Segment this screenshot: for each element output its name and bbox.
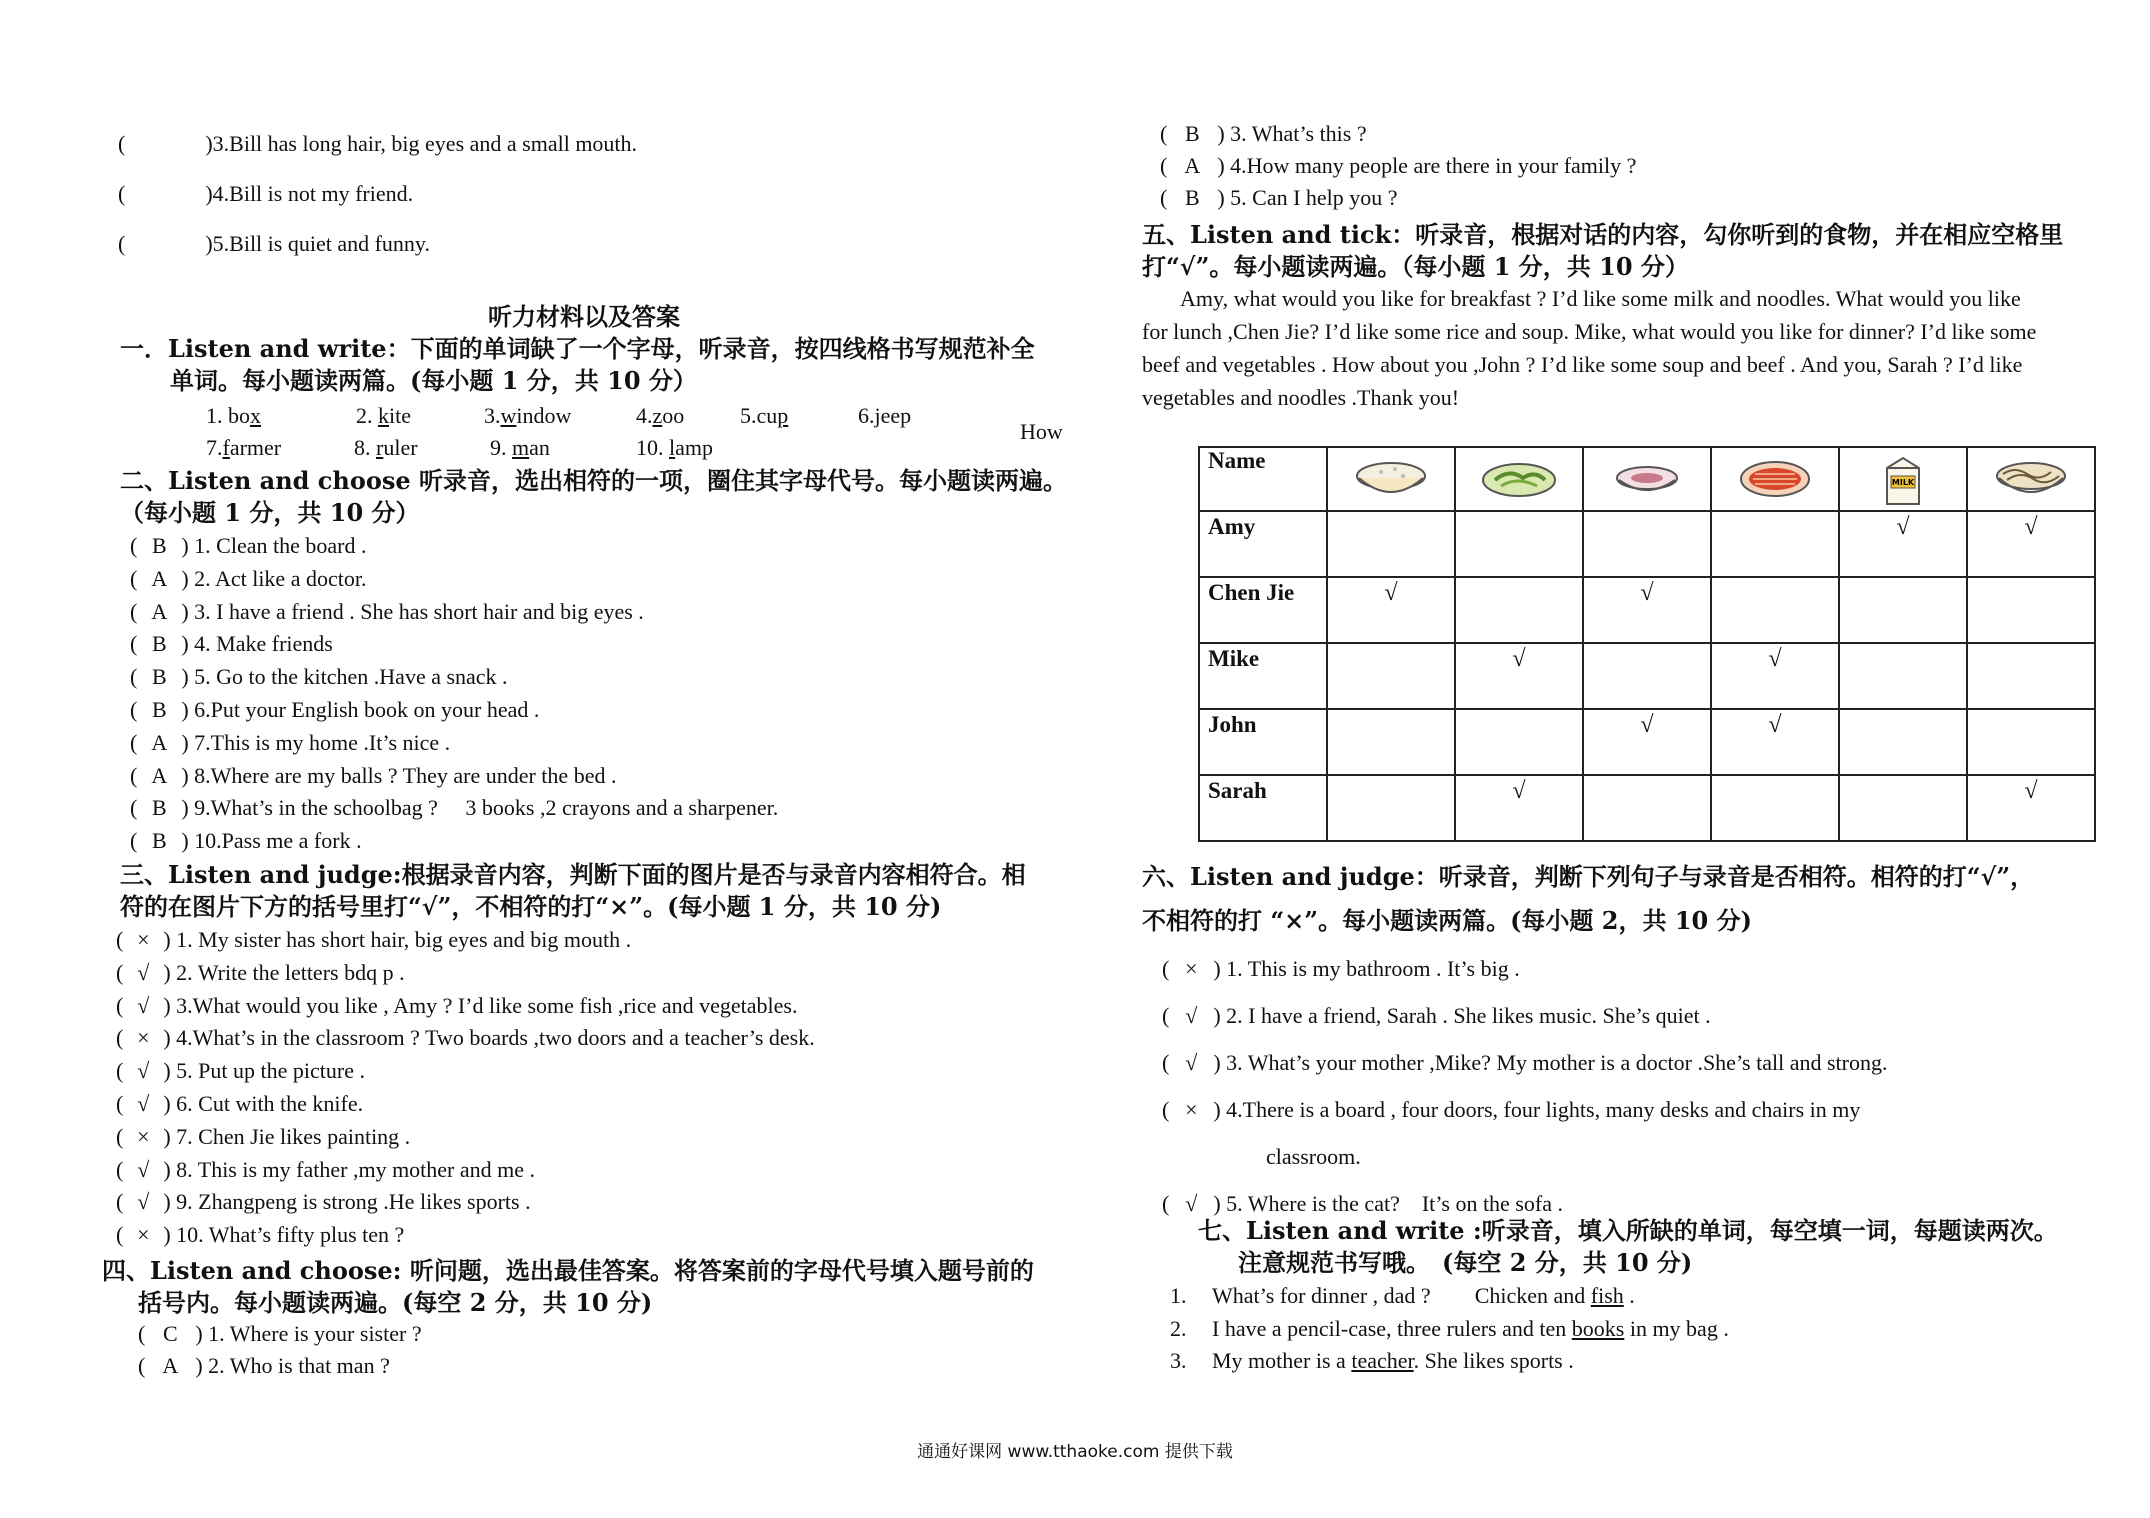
s4-item: ( C ) 1. Where is your sister ? (138, 1321, 422, 1346)
footer-credit: 通通好课网 www.tthaoke.com 提供下载 (917, 1442, 1233, 1462)
tick-cell (1327, 775, 1455, 841)
word-missing-letter: k (378, 403, 389, 428)
word-missing-letter: f (222, 435, 230, 460)
s6-item: ( √ ) 5. Where is the cat? It’s on the sofa . (1162, 1191, 1563, 1216)
top-item-5: ( )5.Bill is quiet and funny. (118, 231, 430, 256)
row-name: Chen Jie (1199, 577, 1327, 643)
answer-mark: C (162, 1321, 178, 1346)
answer-mark: √ (137, 1091, 150, 1116)
answer-mark: × (137, 927, 150, 952)
s6-title-b: 不相符的打 “×”。每小题读两篇。(每小题 2，共 10 分) (1142, 906, 1752, 935)
food-picture-cell (1839, 447, 1967, 511)
item-text: 2. Write the letters bdq p . (176, 959, 405, 985)
soup-icon (1592, 454, 1702, 504)
s3-item: ( √ ) 3.What would you like , Amy ? I’d like some fish ,rice and vegetables. (116, 992, 798, 1018)
word-missing-letter: j (874, 403, 881, 428)
item-text: 4. Make friends (194, 631, 333, 657)
word-item (636, 402, 684, 430)
tick-cell (1839, 577, 1967, 643)
item-text: 9.What’s in the schoolbag ? 3 books ,2 crayons and a sharpener. (194, 795, 779, 821)
item-text: 4.What’s in the classroom ? Two boards ,two doors and a teacher’s desk. (176, 1025, 815, 1051)
tick-cell (1455, 709, 1583, 775)
answer-mark: B (151, 631, 167, 657)
word-item (206, 434, 281, 462)
tick-cell: √ (1839, 511, 1967, 577)
word-rest: oo (662, 403, 685, 428)
s7-item (1170, 1315, 1729, 1343)
word-missing-letter: m (512, 435, 530, 460)
answer-mark: B (1184, 121, 1200, 146)
answer-mark: × (137, 1222, 150, 1248)
word-prefix: 7. (206, 435, 223, 460)
table-row (1199, 577, 2095, 643)
food-tick-table (1198, 446, 2096, 842)
item-text: 9. Zhangpeng is strong .He likes sports . (176, 1189, 531, 1215)
tick-cell (1839, 709, 1967, 775)
filled-answer: fish (1590, 1283, 1624, 1308)
answer-mark: √ (137, 1189, 150, 1215)
tick-cell: √ (1967, 775, 2095, 841)
s5-title-a: 五、Listen and tick：听录音，根据对话的内容，勾你听到的食物，并在相应空格里 (1142, 220, 2064, 249)
s2-item: ( A ) 3. I have a friend . She has short hair and big eyes . (130, 598, 644, 624)
item-text: 1. Where is your sister ? (208, 1321, 422, 1346)
s3-item: ( × ) 7. Chen Jie likes painting . (116, 1123, 411, 1149)
s4-title-a: 四、Listen and choose: 听问题，选出最佳答案。将答案前的字母代号填入题号前的 (102, 1256, 1034, 1285)
s2-item: ( B ) 6.Put your English book on your head . (130, 697, 540, 722)
tick-cell: √ (1711, 709, 1839, 775)
word-item (740, 402, 788, 430)
tick-cell (1327, 511, 1455, 577)
s7-item (1170, 1282, 1635, 1310)
s2-item: ( B ) 9.What’s in the schoolbag ? 3 books ,2 crayons and a sharpener. (130, 795, 779, 821)
tick-cell (1327, 643, 1455, 709)
answer-mark: A (151, 762, 168, 788)
answer-mark: B (151, 828, 167, 854)
item-text-end: . (1623, 1283, 1635, 1308)
s5-passage: Amy, what would you like for breakfast ? I’d like some milk and noodles. What would you like for lunch ,Chen Jie? I’d like some rice and soup. Mike, what would you like for dinner? I’d like some beef and vegetables . How about you ,John ? I’d like some soup and beef . And you, Sarah ? I’d like vegetables and noodles .Thank you! (1142, 286, 2037, 410)
table-header-name: Name (1199, 447, 1327, 511)
item-number: 3. (1170, 1348, 1187, 1373)
s4c-item: ( A ) 4.How many people are there in your family ? (1160, 153, 1637, 178)
word-missing-letter: x (250, 403, 261, 428)
answer-mark: × (137, 1123, 150, 1149)
item-text-end: in my bag . (1624, 1315, 1729, 1341)
s2-item: ( B ) 10.Pass me a fork . (130, 828, 362, 854)
word-item (484, 402, 571, 430)
s3-item: ( √ ) 6. Cut with the knife. (116, 1091, 364, 1116)
vegetables-icon (1464, 454, 1574, 504)
s3-title-b: 符的在图片下方的括号里打“√”，不相符的打“×”。(每小题 1 分，共 10 分) (120, 892, 942, 921)
word-missing-letter: p (777, 403, 789, 428)
stray-text: How (1020, 419, 1063, 444)
answer-mark: A (151, 598, 168, 624)
word-item (858, 402, 911, 430)
s2-title-a: 二、Listen and choose 听录音，选出相符的一项，圈住其字母代号。每小题读两遍。 (120, 466, 1068, 495)
word-prefix: 4. (636, 403, 653, 428)
answer-mark: A (151, 729, 168, 755)
tick-cell (1967, 643, 2095, 709)
s6-item: ( √ ) 2. I have a friend, Sarah . She likes music. She’s quiet . (1162, 1003, 1711, 1028)
answer-mark: B (151, 664, 167, 690)
item-text: 6. Cut with the knife. (176, 1091, 364, 1116)
word-prefix: 3. (484, 403, 501, 428)
table-row (1199, 709, 2095, 775)
item-text: 4.There is a board , four doors, four lights, many desks and chairs in my (1226, 1097, 1861, 1122)
food-picture-cell (1583, 447, 1711, 511)
s4c-item: ( B ) 5. Can I help you ? (1160, 185, 1398, 210)
item-text: 5. Can I help you ? (1230, 185, 1398, 210)
item-text: I have a pencil-case, three rulers and ten (1212, 1315, 1572, 1341)
s4c-item: ( B ) 3. What’s this ? (1160, 121, 1367, 146)
s3-title-a: 三、Listen and judge:根据录音内容，判断下面的图片是否与录音内容相符合。相 (120, 860, 1026, 889)
item-text: 2. Who is that man ? (208, 1353, 390, 1378)
item-number: 1. (1170, 1283, 1187, 1308)
tick-cell (1327, 709, 1455, 775)
item-text: 1. Clean the board . (194, 533, 367, 558)
item-text: 3. What’s this ? (1230, 121, 1367, 146)
answer-mark: √ (137, 992, 150, 1018)
item-text: 8.Where are my balls ? They are under the bed . (194, 762, 617, 788)
item-text: 5. Where is the cat? It’s on the sofa . (1226, 1191, 1563, 1216)
table-row (1199, 511, 2095, 577)
answer-mark: √ (137, 1156, 150, 1182)
table-row (1199, 643, 2095, 709)
tick-cell (1455, 511, 1583, 577)
food-picture-cell (1967, 447, 2095, 511)
tick-cell (1967, 709, 2095, 775)
answer-mark: B (151, 533, 167, 558)
s2-item: ( A ) 8.Where are my balls ? They are under the bed . (130, 762, 617, 788)
s3-item: ( √ ) 2. Write the letters bdq p . (116, 959, 405, 985)
answer-mark: × (1185, 1097, 1198, 1122)
item-text: 7.This is my home .It’s nice . (194, 729, 451, 755)
milk-icon (1848, 454, 1958, 508)
s6-item: ( × ) 1. This is my bathroom . It’s big . (1162, 956, 1520, 981)
item-text: 1. My sister has short hair, big eyes and big mouth . (176, 927, 632, 952)
tick-cell (1583, 643, 1711, 709)
svg-text:MILK: MILK (1891, 478, 1915, 487)
tick-cell: √ (1711, 643, 1839, 709)
food-picture-cell (1455, 447, 1583, 511)
tick-cell: √ (1583, 709, 1711, 775)
word-rest: amp (675, 435, 714, 460)
s3-item: ( √ ) 9. Zhangpeng is strong .He likes sports . (116, 1189, 531, 1215)
s2-item: ( A ) 2. Act like a doctor. (130, 565, 367, 591)
word-rest: eep (880, 403, 912, 428)
row-name: Amy (1199, 511, 1327, 577)
answer-mark: √ (1185, 1003, 1198, 1028)
top-item-3: ( )3.Bill has long hair, big eyes and a small mouth. (118, 131, 638, 156)
item-text: 2. Act like a doctor. (194, 565, 367, 591)
item-text: 3. I have a friend . She has short hair and big eyes . (194, 598, 644, 624)
s7-item (1170, 1347, 1574, 1375)
item-text: 5. Go to the kitchen .Have a snack . (194, 664, 508, 690)
answer-mark: √ (1185, 1191, 1198, 1216)
s3-item: ( × ) 1. My sister has short hair, big eyes and big mouth . (116, 927, 632, 952)
s6-item: ( √ ) 3. What’s your mother ,Mike? My mother is a doctor .She’s tall and strong. (1162, 1050, 1888, 1075)
tick-cell (1839, 775, 1967, 841)
s3-item: ( × ) 4.What’s in the classroom ? Two boards ,two doors and a teacher’s desk. (116, 1025, 815, 1051)
item-text: My mother is a (1212, 1348, 1352, 1373)
word-rest: armer (229, 435, 282, 460)
tick-cell: √ (1967, 511, 2095, 577)
tick-cell (1839, 643, 1967, 709)
answer-mark: × (1185, 956, 1198, 981)
s6-title-a: 六、Listen and judge：听录音，判断下列句子与录音是否相符。相符的打“√”， (1142, 862, 2035, 891)
tick-cell (1455, 577, 1583, 643)
answer-mark: × (137, 1025, 150, 1051)
word-prefix: 2. (356, 403, 378, 428)
item-text: 4.How many people are there in your family ? (1230, 153, 1637, 178)
table-header-row (1199, 447, 2095, 511)
answer-mark: √ (137, 959, 150, 985)
answer-mark: A (1184, 153, 1201, 178)
noodles-icon (1976, 454, 2086, 504)
tick-cell (1711, 511, 1839, 577)
beef-icon (1720, 454, 1830, 504)
answer-mark: √ (137, 1058, 150, 1084)
s6-item-4-wrap: classroom. (1266, 1144, 1361, 1169)
item-text: What’s for dinner , dad ? Chicken and (1212, 1283, 1591, 1308)
item-text: 10.Pass me a fork . (194, 828, 362, 854)
food-picture-cell (1327, 447, 1455, 511)
filled-answer: teacher (1351, 1348, 1414, 1373)
material-title: 听力材料以及答案 (488, 302, 680, 331)
word-item (356, 402, 411, 430)
s2-item: ( B ) 5. Go to the kitchen .Have a snack . (130, 664, 508, 690)
item-text: 1. This is my bathroom . It’s big . (1226, 956, 1520, 981)
tick-cell (1711, 775, 1839, 841)
item-text: 2. I have a friend, Sarah . She likes music. She’s quiet . (1226, 1003, 1711, 1028)
word-item (354, 434, 418, 462)
row-name: Mike (1199, 643, 1327, 709)
s7-title-b: 注意规范书写哦。 (每空 2 分，共 10 分) (1238, 1248, 1693, 1277)
item-text: 7. Chen Jie likes painting . (176, 1123, 411, 1149)
s6-item: ( × ) 4.There is a board , four doors, four lights, many desks and chairs in my (1162, 1097, 1861, 1122)
s4-item: ( A ) 2. Who is that man ? (138, 1353, 390, 1378)
s3-item: ( × ) 10. What’s fifty plus ten ? (116, 1222, 405, 1248)
word-prefix: 10. (636, 435, 669, 460)
answer-mark: B (1184, 185, 1200, 210)
answer-mark: A (162, 1353, 179, 1378)
s2-title-b: （每小题 1 分，共 10 分） (120, 498, 420, 527)
word-prefix: 9. (490, 435, 512, 460)
word-rest: indow (516, 403, 572, 428)
item-number: 2. (1170, 1315, 1187, 1341)
answer-mark: B (151, 697, 167, 722)
s2-item: ( B ) 4. Make friends (130, 631, 333, 657)
s1-title-b: 单词。每小题读两篇。(每小题 1 分，共 10 分） (170, 366, 697, 395)
item-text: 8. This is my father ,my mother and me . (176, 1156, 536, 1182)
s7-title-a: 七、Listen and write :听录音，填入所缺的单词，每空填一词，每题读两次。 (1198, 1216, 2058, 1245)
tick-cell (1583, 775, 1711, 841)
table-row (1199, 775, 2095, 841)
word-prefix: 5.cu (740, 403, 778, 428)
word-prefix: 8. (354, 435, 376, 460)
word-item (490, 434, 550, 462)
answer-mark: B (151, 795, 167, 821)
s3-item: ( √ ) 8. This is my father ,my mother and me . (116, 1156, 536, 1182)
answer-mark: √ (1185, 1050, 1198, 1075)
row-name: Sarah (1199, 775, 1327, 841)
item-text: 5. Put up the picture . (176, 1058, 365, 1084)
rice-icon (1336, 454, 1446, 504)
item-text: 3.What would you like , Amy ? I’d like some fish ,rice and vegetables. (176, 992, 798, 1018)
tick-cell (1583, 511, 1711, 577)
s5-title-b: 打“√”。每小题读两遍。（每小题 1 分，共 10 分） (1142, 252, 1689, 281)
s4-title-b: 括号内。每小题读两遍。(每空 2 分，共 10 分) (138, 1288, 653, 1317)
word-rest: ite (389, 403, 411, 428)
word-item (636, 434, 713, 462)
word-missing-letter: r (376, 435, 384, 460)
answer-mark: A (151, 565, 168, 591)
item-text: 3. What’s your mother ,Mike? My mother is a doctor .She’s tall and strong. (1226, 1050, 1888, 1075)
word-rest: an (529, 435, 550, 460)
word-rest: uler (383, 435, 418, 460)
tick-cell: √ (1455, 775, 1583, 841)
s3-item: ( √ ) 5. Put up the picture . (116, 1058, 365, 1084)
tick-cell: √ (1327, 577, 1455, 643)
item-text: 10. What’s fifty plus ten ? (176, 1222, 405, 1248)
tick-cell (1711, 577, 1839, 643)
s2-item: ( B ) 1. Clean the board . (130, 533, 367, 558)
food-picture-cell (1711, 447, 1839, 511)
word-prefix: 1. bo (206, 403, 250, 428)
tick-cell: √ (1455, 643, 1583, 709)
s2-item: ( A ) 7.This is my home .It’s nice . (130, 729, 451, 755)
filled-answer: books (1571, 1315, 1625, 1341)
word-item (206, 402, 261, 430)
word-missing-letter: w (500, 403, 517, 428)
s1-title-a: 一．Listen and write：下面的单词缺了一个字母，听录音，按四线格书写规范补全 (120, 334, 1035, 363)
word-prefix: 6. (858, 403, 875, 428)
tick-cell: √ (1583, 577, 1711, 643)
word-missing-letter: z (652, 403, 663, 428)
word-missing-letter: l (669, 435, 676, 460)
row-name: John (1199, 709, 1327, 775)
item-text-end: . She likes sports . (1413, 1348, 1574, 1373)
tick-cell (1967, 577, 2095, 643)
item-text: 6.Put your English book on your head . (194, 697, 540, 722)
top-item-4: ( )4.Bill is not my friend. (118, 181, 414, 206)
